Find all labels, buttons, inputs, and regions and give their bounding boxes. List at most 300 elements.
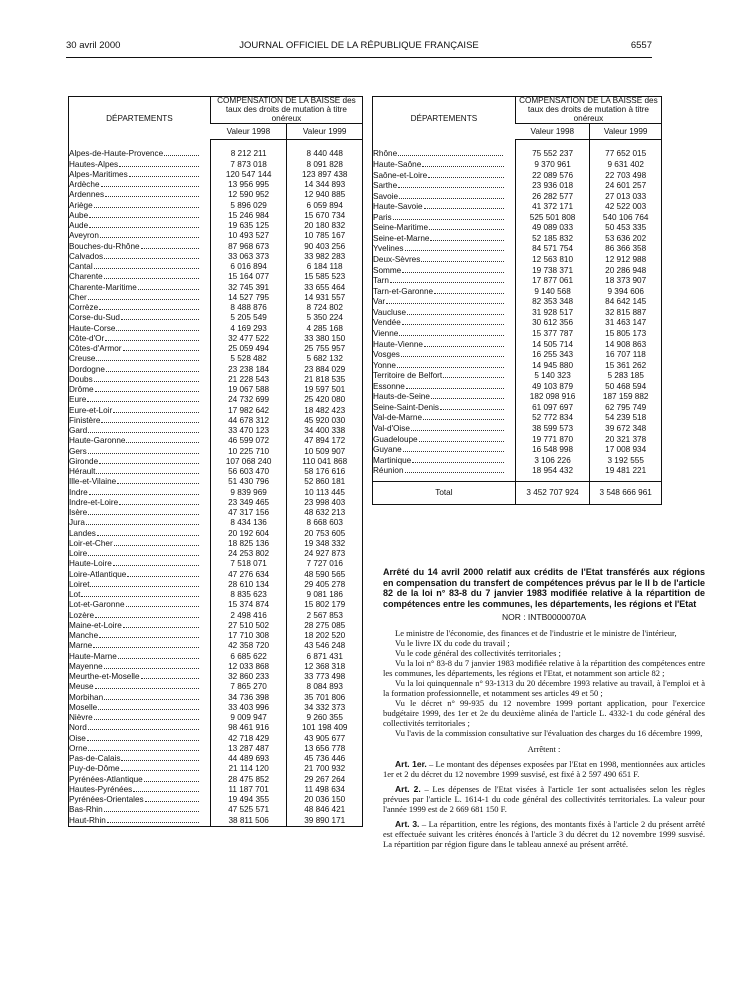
- col-header-valeur-1998: Valeur 1998: [210, 124, 287, 140]
- valeur-1998-cell: 75 552 237: [515, 149, 590, 160]
- valeur-1998-cell: 52 185 832: [515, 234, 590, 245]
- valeur-1999-cell: 8 440 448: [287, 149, 363, 159]
- col-header-valeur-1999: Valeur 1999: [590, 124, 662, 140]
- departement-name: Doubs: [69, 375, 211, 385]
- table-row: [69, 406, 363, 416]
- decree-title: Arrêté du 14 avril 2000 relatif aux crédits de l'Etat transférés aux régions en compensation du transfert de compétences prévus par le II b de l'article 82 de la loi n° 83-8 du 7 janvier 1983 modifiée relative à la répartition de compétences entre les communes, les départements, les régions et l'Etat: [383, 567, 705, 609]
- departement-name: Vaucluse: [373, 308, 516, 319]
- valeur-1998-cell: 15 377 787: [515, 329, 590, 340]
- valeur-1998-cell: 38 599 573: [515, 424, 590, 435]
- valeur-1998-cell: 8 835 623: [210, 590, 287, 600]
- valeur-1998-cell: 38 811 506: [210, 816, 287, 827]
- total-1998: 3 452 707 924: [515, 481, 590, 504]
- col-header-departements: DÉPARTEMENTS: [106, 113, 173, 123]
- table-row: [373, 413, 662, 424]
- table-row: [69, 775, 363, 785]
- departement-name: Loir-et-Cher: [69, 539, 211, 549]
- departement-name: Haute-Savoie: [373, 202, 516, 213]
- departement-name: Nord: [69, 723, 211, 733]
- table-row: [373, 213, 662, 224]
- valeur-1999-cell: 48 632 213: [287, 508, 363, 518]
- departement-name: Creuse: [69, 354, 211, 364]
- table-row: [69, 365, 363, 375]
- departement-name: Corse-du-Sud: [69, 313, 211, 323]
- departement-name: Calvados: [69, 252, 211, 262]
- valeur-1999-cell: 20 036 150: [287, 795, 363, 805]
- valeur-1998-cell: 30 612 356: [515, 318, 590, 329]
- valeur-1998-cell: 49 089 033: [515, 223, 590, 234]
- valeur-1999-cell: 90 403 256: [287, 242, 363, 252]
- valeur-1998-cell: 4 169 293: [210, 324, 287, 334]
- departement-name: Yonne: [373, 361, 516, 372]
- valeur-1999-cell: 34 400 338: [287, 426, 363, 436]
- departement-name: Hautes-Pyrénées: [69, 785, 211, 795]
- header-page-number: 6557: [630, 40, 652, 51]
- departement-name: Maine-et-Loire: [69, 621, 211, 631]
- decree-paragraph: Vu la loi quinquennale n° 93-1313 du 20 décembre 1993 relative au travail, à l'emploi et à la formation professionnelle, et notamment ses articles 49 et 50 ;: [383, 678, 705, 698]
- departement-name: Gironde: [69, 457, 211, 467]
- table-row: [69, 754, 363, 764]
- table-row: [373, 361, 662, 372]
- valeur-1998-cell: 33 470 123: [210, 426, 287, 436]
- valeur-1999-cell: 52 860 181: [287, 477, 363, 487]
- departement-name: Eure: [69, 395, 211, 405]
- departement-name: Eure-et-Loir: [69, 406, 211, 416]
- valeur-1998-cell: 10 493 527: [210, 231, 287, 241]
- valeur-1999-cell: 21 818 535: [287, 375, 363, 385]
- table-row: [69, 580, 363, 590]
- valeur-1999-cell: 6 184 118: [287, 262, 363, 272]
- valeur-1998-cell: 18 954 432: [515, 466, 590, 477]
- valeur-1998-cell: 10 225 710: [210, 447, 287, 457]
- table-row: [373, 371, 662, 382]
- valeur-1999-cell: 23 998 403: [287, 498, 363, 508]
- valeur-1999-cell: 31 463 147: [590, 318, 662, 329]
- departement-name: Ille-et-Vilaine: [69, 477, 211, 487]
- table-row: [69, 600, 363, 610]
- table-row: [69, 344, 363, 354]
- valeur-1999-cell: 48 846 421: [287, 805, 363, 815]
- departement-name: Mayenne: [69, 662, 211, 672]
- departement-name: Haute-Marne: [69, 652, 211, 662]
- valeur-1999-cell: 32 815 887: [590, 308, 662, 319]
- decree-paragraph: Vu l'avis de la commission consultative sur l'évaluation des charges du 16 décembre 1999,: [395, 728, 703, 738]
- valeur-1998-cell: 8 212 211: [210, 149, 287, 159]
- valeur-1998-cell: 182 098 916: [515, 392, 590, 403]
- valeur-1998-cell: 28 610 134: [210, 580, 287, 590]
- departement-name: Lozère: [69, 611, 211, 621]
- table-row: [69, 283, 363, 293]
- decree-paragraph: Le ministre de l'économie, des finances et de l'industrie et le ministre de l'intérieur,: [395, 628, 677, 638]
- table-row: [69, 211, 363, 221]
- table-row: [69, 201, 363, 211]
- valeur-1998-cell: 82 353 348: [515, 297, 590, 308]
- table-row: [69, 590, 363, 600]
- table-row: [69, 221, 363, 231]
- col-header-departements: DÉPARTEMENTS: [410, 113, 478, 123]
- departement-name: Aveyron: [69, 231, 211, 241]
- valeur-1999-cell: 18 202 520: [287, 631, 363, 641]
- departement-name: Marne: [69, 641, 211, 651]
- valeur-1998-cell: 33 403 996: [210, 703, 287, 713]
- valeur-1999-cell: 9 394 606: [590, 287, 662, 298]
- table-row: [373, 149, 662, 160]
- valeur-1999-cell: 15 585 523: [287, 272, 363, 282]
- table-row: [69, 324, 363, 334]
- valeur-1998-cell: 7 873 018: [210, 160, 287, 170]
- departement-name: Cher: [69, 293, 211, 303]
- valeur-1998-cell: 6 016 894: [210, 262, 287, 272]
- valeur-1998-cell: 87 968 673: [210, 242, 287, 252]
- table-row: [373, 287, 662, 298]
- table-row: [69, 805, 363, 815]
- valeur-1999-cell: 2 567 853: [287, 611, 363, 621]
- table-row: [373, 234, 662, 245]
- table-row: [69, 395, 363, 405]
- valeur-1998-cell: 32 477 522: [210, 334, 287, 344]
- valeur-1999-cell: 29 267 264: [287, 775, 363, 785]
- departement-name: Haute-Loire: [69, 559, 211, 569]
- valeur-1998-cell: 14 527 795: [210, 293, 287, 303]
- valeur-1998-cell: 27 510 502: [210, 621, 287, 631]
- departement-name: Meurthe-et-Moselle: [69, 672, 211, 682]
- valeur-1999-cell: 20 753 605: [287, 529, 363, 539]
- departement-name: Indre-et-Loire: [69, 498, 211, 508]
- valeur-1998-cell: 21 114 120: [210, 764, 287, 774]
- valeur-1999-cell: 10 509 907: [287, 447, 363, 457]
- table-row: [69, 570, 363, 580]
- valeur-1998-cell: 14 505 714: [515, 340, 590, 351]
- valeur-1999-cell: 35 701 806: [287, 693, 363, 703]
- departement-name: Morbihan: [69, 693, 211, 703]
- departement-name: Nièvre: [69, 713, 211, 723]
- decree-paragraph: Vu le livre IX du code du travail ;: [395, 638, 510, 648]
- departement-name: Vienne: [373, 329, 516, 340]
- total-1999: 3 548 666 961: [590, 481, 662, 504]
- valeur-1999-cell: 19 481 221: [590, 466, 662, 477]
- valeur-1998-cell: 8 488 876: [210, 303, 287, 313]
- valeur-1998-cell: 56 603 470: [210, 467, 287, 477]
- valeur-1998-cell: 46 599 072: [210, 436, 287, 446]
- valeur-1999-cell: 43 905 677: [287, 734, 363, 744]
- departement-name: Haute-Corse: [69, 324, 211, 334]
- table-row: [69, 477, 363, 487]
- valeur-1999-cell: 23 884 029: [287, 365, 363, 375]
- table-row: [69, 764, 363, 774]
- table-row: [69, 447, 363, 457]
- table-row: [373, 244, 662, 255]
- table-row: [69, 682, 363, 692]
- valeur-1999-cell: 17 008 934: [590, 445, 662, 456]
- valeur-1999-cell: 15 670 734: [287, 211, 363, 221]
- valeur-1998-cell: 49 103 879: [515, 382, 590, 393]
- valeur-1998-cell: 41 372 171: [515, 202, 590, 213]
- departement-name: Hautes-Alpes: [69, 160, 211, 170]
- valeur-1999-cell: 33 655 464: [287, 283, 363, 293]
- table-row: [373, 435, 662, 446]
- departement-name: Pyrénées-Atlantique: [69, 775, 211, 785]
- valeur-1998-cell: 52 772 834: [515, 413, 590, 424]
- valeur-1998-cell: 44 678 312: [210, 416, 287, 426]
- departement-name: Moselle: [69, 703, 211, 713]
- valeur-1999-cell: 19 348 332: [287, 539, 363, 549]
- valeur-1999-cell: 9 081 186: [287, 590, 363, 600]
- valeur-1998-cell: 12 033 868: [210, 662, 287, 672]
- table-row: [69, 713, 363, 723]
- departement-name: Haute-Saône: [373, 160, 516, 171]
- table-row: [69, 457, 363, 467]
- table-row: [69, 313, 363, 323]
- departement-name: Ariège: [69, 201, 211, 211]
- decree-paragraph: Vu le code général des collectivités territoriales ;: [395, 648, 561, 658]
- table-row: [373, 445, 662, 456]
- table-row: [69, 385, 363, 395]
- table-row: [373, 266, 662, 277]
- departement-name: Val-de-Marne: [373, 413, 516, 424]
- valeur-1998-cell: 120 547 144: [210, 170, 287, 180]
- article-1: [383, 759, 705, 779]
- valeur-1998-cell: 44 489 693: [210, 754, 287, 764]
- departement-name: Indre: [69, 488, 211, 498]
- departement-name: Meuse: [69, 682, 211, 692]
- valeur-1998-cell: 19 771 870: [515, 435, 590, 446]
- valeur-1999-cell: 187 159 882: [590, 392, 662, 403]
- table-row: [69, 816, 363, 827]
- table-row: [69, 252, 363, 262]
- valeur-1999-cell: 540 106 764: [590, 213, 662, 224]
- table-row: [69, 488, 363, 498]
- table-row: [69, 303, 363, 313]
- table-row: [373, 466, 662, 477]
- table-row: [69, 416, 363, 426]
- valeur-1999-cell: 20 321 378: [590, 435, 662, 446]
- valeur-1998-cell: 84 571 754: [515, 244, 590, 255]
- valeur-1998-cell: 13 956 995: [210, 180, 287, 190]
- valeur-1999-cell: 25 420 080: [287, 395, 363, 405]
- departement-name: Bas-Rhin: [69, 805, 211, 815]
- table-row: [69, 785, 363, 795]
- valeur-1999-cell: 43 546 248: [287, 641, 363, 651]
- valeur-1998-cell: 24 253 802: [210, 549, 287, 559]
- departement-name: Ardèche: [69, 180, 211, 190]
- valeur-1998-cell: 17 710 308: [210, 631, 287, 641]
- departement-name: Corrèze: [69, 303, 211, 313]
- valeur-1999-cell: 5 350 224: [287, 313, 363, 323]
- departement-name: Haut-Rhin: [69, 816, 211, 827]
- valeur-1999-cell: 62 795 749: [590, 403, 662, 414]
- departement-name: Yvelines: [373, 244, 516, 255]
- departement-name: Jura: [69, 518, 211, 528]
- valeur-1999-cell: 77 652 015: [590, 149, 662, 160]
- table-row: [69, 190, 363, 200]
- valeur-1999-cell: 20 286 948: [590, 266, 662, 277]
- valeur-1998-cell: 21 228 543: [210, 375, 287, 385]
- article-3: [383, 819, 705, 849]
- article-text: – Le montant des dépenses exposées par l'Etat en 1998, mentionnées aux articles 1er et 2 du décret du 12 novembre 1999 susvisé, est fixé à 2 597 490 651 F.: [383, 759, 705, 779]
- valeur-1999-cell: 14 344 893: [287, 180, 363, 190]
- valeur-1999-cell: 45 920 030: [287, 416, 363, 426]
- departement-name: Bouches-du-Rhône: [69, 242, 211, 252]
- valeur-1999-cell: 39 672 348: [590, 424, 662, 435]
- valeur-1999-cell: 11 498 634: [287, 785, 363, 795]
- table-row: [69, 508, 363, 518]
- valeur-1999-cell: 14 931 557: [287, 293, 363, 303]
- valeur-1999-cell: 19 597 501: [287, 385, 363, 395]
- valeur-1998-cell: 18 825 136: [210, 539, 287, 549]
- valeur-1998-cell: 19 067 588: [210, 385, 287, 395]
- valeur-1998-cell: 51 430 796: [210, 477, 287, 487]
- table-row: [69, 621, 363, 631]
- table-row: [69, 631, 363, 641]
- table-row: [69, 436, 363, 446]
- valeur-1998-cell: 16 255 343: [515, 350, 590, 361]
- table-row: [69, 160, 363, 170]
- table-row: [373, 318, 662, 329]
- departement-name: Landes: [69, 529, 211, 539]
- valeur-1999-cell: 123 897 438: [287, 170, 363, 180]
- valeur-1998-cell: 525 501 808: [515, 213, 590, 224]
- table-row: [373, 192, 662, 203]
- valeur-1998-cell: 8 434 136: [210, 518, 287, 528]
- valeur-1999-cell: 8 724 802: [287, 303, 363, 313]
- valeur-1999-cell: 9 631 402: [590, 160, 662, 171]
- valeur-1999-cell: 5 283 185: [590, 371, 662, 382]
- departement-name: Gard: [69, 426, 211, 436]
- departement-name: Saône-et-Loire: [373, 171, 516, 182]
- right-table: [372, 96, 662, 505]
- valeur-1998-cell: 31 928 517: [515, 308, 590, 319]
- table-row: [373, 382, 662, 393]
- table-row: [69, 272, 363, 282]
- valeur-1998-cell: 14 945 880: [515, 361, 590, 372]
- table-row: [69, 231, 363, 241]
- valeur-1999-cell: 27 013 033: [590, 192, 662, 203]
- page-header: [66, 40, 652, 54]
- valeur-1998-cell: 33 063 373: [210, 252, 287, 262]
- valeur-1999-cell: 10 113 445: [287, 488, 363, 498]
- table-row: [69, 662, 363, 672]
- valeur-1998-cell: 9 009 947: [210, 713, 287, 723]
- valeur-1999-cell: 53 636 202: [590, 234, 662, 245]
- valeur-1998-cell: 12 563 810: [515, 255, 590, 266]
- table-row: [373, 350, 662, 361]
- departement-name: Loire-Atlantique: [69, 570, 211, 580]
- valeur-1998-cell: 5 528 482: [210, 354, 287, 364]
- valeur-1999-cell: 21 700 932: [287, 764, 363, 774]
- table-row: [69, 242, 363, 252]
- valeur-1999-cell: 6 059 894: [287, 201, 363, 211]
- departement-name: Lot-et-Garonne: [69, 600, 211, 610]
- valeur-1998-cell: 26 282 577: [515, 192, 590, 203]
- valeur-1998-cell: 9 370 961: [515, 160, 590, 171]
- departement-name: Loiret: [69, 580, 211, 590]
- departement-name: Aube: [69, 211, 211, 221]
- valeur-1999-cell: 47 894 172: [287, 436, 363, 446]
- departement-name: Orne: [69, 744, 211, 754]
- valeur-1999-cell: 13 656 778: [287, 744, 363, 754]
- header-journal-title: JOURNAL OFFICIEL DE LA RÉPUBLIQUE FRANÇAISE: [239, 40, 479, 51]
- table-row: [373, 308, 662, 319]
- valeur-1999-cell: 16 707 118: [590, 350, 662, 361]
- table-row: [69, 426, 363, 436]
- valeur-1999-cell: 4 285 168: [287, 324, 363, 334]
- table-row: [373, 223, 662, 234]
- table-row: [69, 293, 363, 303]
- valeur-1998-cell: 2 498 416: [210, 611, 287, 621]
- valeur-1998-cell: 47 525 571: [210, 805, 287, 815]
- valeur-1998-cell: 20 192 604: [210, 529, 287, 539]
- departement-name: Savoie: [373, 192, 516, 203]
- departement-name: Charente-Maritime: [69, 283, 211, 293]
- valeur-1999-cell: 15 802 179: [287, 600, 363, 610]
- table-row: [373, 255, 662, 266]
- departement-name: Haute-Vienne: [373, 340, 516, 351]
- valeur-1998-cell: 24 732 699: [210, 395, 287, 405]
- table-row: [69, 734, 363, 744]
- table-row: [373, 456, 662, 467]
- departement-name: Guyane: [373, 445, 516, 456]
- departement-name: Pyrénées-Orientales: [69, 795, 211, 805]
- departement-name: Dordogne: [69, 365, 211, 375]
- table-row: [373, 340, 662, 351]
- table-row: [69, 529, 363, 539]
- departement-name: Puy-de-Dôme: [69, 764, 211, 774]
- departement-name: Charente: [69, 272, 211, 282]
- valeur-1998-cell: 34 736 398: [210, 693, 287, 703]
- decree-paragraph: Vu le décret n° 99-935 du 12 novembre 1999 portant application, pour l'exercice budgétaire 1999, des 1er et 2e du deuxième alinéa de l'article L. 4332-1 du code général des collectivités territoriales ;: [383, 698, 705, 728]
- table-row: [69, 375, 363, 385]
- article-text: – La répartition, entre les régions, des montants fixés à l'article 2 du présent arrêté est effectuée suivant les critères énoncés à l'article 3 du décret du 12 novembre 1999 susvisé. La répartition par région figure dans le tableau annexé au présent arrêté.: [383, 819, 706, 849]
- valeur-1999-cell: 84 642 145: [590, 297, 662, 308]
- valeur-1999-cell: 9 260 355: [287, 713, 363, 723]
- valeur-1998-cell: 3 106 226: [515, 456, 590, 467]
- valeur-1998-cell: 11 187 701: [210, 785, 287, 795]
- departement-name: Côtes-d'Armor: [69, 344, 211, 354]
- valeur-1999-cell: 48 590 565: [287, 570, 363, 580]
- table-row: [69, 641, 363, 651]
- table-row: [373, 171, 662, 182]
- valeur-1998-cell: 23 936 018: [515, 181, 590, 192]
- valeur-1999-cell: 12 912 988: [590, 255, 662, 266]
- valeur-1999-cell: 5 682 132: [287, 354, 363, 364]
- total-row: [373, 481, 662, 504]
- table-row: [373, 276, 662, 287]
- departement-name: Finistère: [69, 416, 211, 426]
- departement-name: Seine-Maritime: [373, 223, 516, 234]
- departement-name: Pas-de-Calais: [69, 754, 211, 764]
- departement-name: Manche: [69, 631, 211, 641]
- valeur-1998-cell: 47 276 634: [210, 570, 287, 580]
- article-label: Art. 1er.: [395, 759, 427, 769]
- valeur-1998-cell: 28 475 852: [210, 775, 287, 785]
- valeur-1999-cell: 12 368 318: [287, 662, 363, 672]
- valeur-1998-cell: 25 059 494: [210, 344, 287, 354]
- spacer-row: [373, 140, 662, 150]
- valeur-1998-cell: 32 860 233: [210, 672, 287, 682]
- total-label: Total: [373, 481, 516, 504]
- table-row: [69, 518, 363, 528]
- valeur-1999-cell: 15 805 173: [590, 329, 662, 340]
- departement-name: Val-d'Oise: [373, 424, 516, 435]
- departement-name: Guadeloupe: [373, 435, 516, 446]
- valeur-1999-cell: 110 041 868: [287, 457, 363, 467]
- departement-name: Somme: [373, 266, 516, 277]
- decree-paragraph: Vu la loi n° 83-8 du 7 janvier 1983 modifiée relative à la répartition des compétences entre les communes, les départements, les régions et l'Etat, et notamment son article 82 ;: [383, 658, 705, 678]
- valeur-1999-cell: 14 908 863: [590, 340, 662, 351]
- article-text: – Les dépenses de l'Etat visées à l'article 1er sont actualisées selon les règles prévues par l'article L. 1614-1 du code général des collectivités territoriales. La valeur pour l'année 1999 est de 2 669 681 150 F.: [383, 784, 705, 814]
- valeur-1998-cell: 32 745 391: [210, 283, 287, 293]
- departement-name: Cantal: [69, 262, 211, 272]
